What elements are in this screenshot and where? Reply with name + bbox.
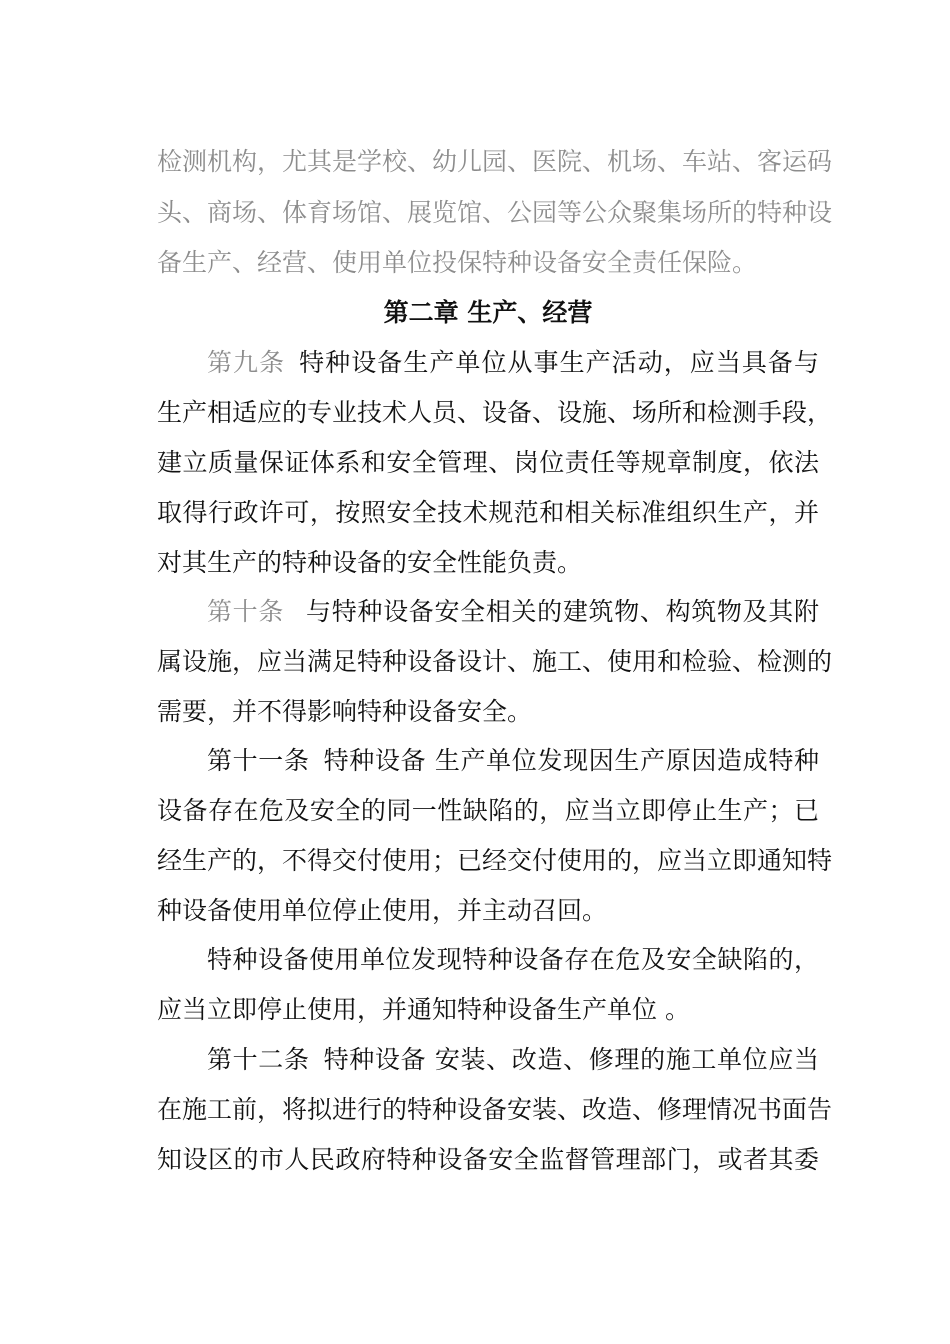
- text-line: 设备存在危及安全的同一性缺陷的，应当立即停止生产；已: [157, 796, 819, 825]
- text-span: 特种设备 安装、改造、修理的施工单位应当: [323, 1045, 819, 1074]
- text-span: 与特种设备安全相关的建筑物、构筑物及其附: [306, 597, 819, 626]
- text-line: 在施工前，将拟进行的特种设备安装、改造、修理情况书面告: [157, 1095, 833, 1124]
- text-span: 特种设备生产单位从事生产活动，应当具备与: [299, 348, 819, 377]
- text-line: 需要，并不得影响特种设备安全。: [157, 697, 533, 726]
- text-span: 特种设备 生产单位发现因生产原因造成特种: [323, 746, 819, 775]
- text-line: 备生产、经营、使用单位投保特种设备安全责任保险。: [157, 248, 758, 277]
- paragraph-first-line: 特种设备使用单位发现特种设备存在危及安全缺陷的，: [207, 945, 819, 974]
- text-line: 经生产的，不得交付使用；已经交付使用的，应当立即通知特: [157, 846, 833, 875]
- article-label: 第九条: [207, 348, 286, 377]
- text-line: 种设备使用单位停止使用，并主动召回。: [157, 896, 608, 925]
- text-line: 对其生产的特种设备的安全性能负责。: [157, 548, 583, 577]
- text-line: 建立质量保证体系和安全管理、岗位责任等规章制度，依法: [157, 448, 819, 477]
- article-10-first-line: [207, 597, 819, 627]
- article-label: 第十二条: [207, 1045, 310, 1074]
- text-line: 头、商场、体育场馆、展览馆、公园等公众聚集场所的特种设: [157, 198, 833, 227]
- article-label: 第十条: [207, 597, 285, 626]
- article-12-first-line: [207, 1045, 819, 1075]
- article-label: 第十一条: [207, 746, 310, 775]
- text-line: 检测机构，尤其是学校、幼儿园、医院、机场、车站、客运码: [157, 147, 833, 176]
- text-line: 知设区的市人民政府特种设备安全监督管理部门，或者其委: [157, 1145, 819, 1174]
- text-line: 属设施，应当满足特种设备设计、施工、使用和检验、检测的: [157, 647, 833, 676]
- text-line: 应当立即停止使用，并通知特种设备生产单位 。: [157, 995, 690, 1024]
- article-9-first-line: [207, 348, 819, 378]
- article-11-first-line: [207, 746, 819, 776]
- chapter-title: 第二章 生产、经营: [383, 298, 593, 327]
- text-line: 取得行政许可，按照安全技术规范和相关标准组织生产，并: [157, 498, 819, 527]
- text-line: 生产相适应的专业技术人员、设备、设施、场所和检测手段，: [157, 398, 833, 427]
